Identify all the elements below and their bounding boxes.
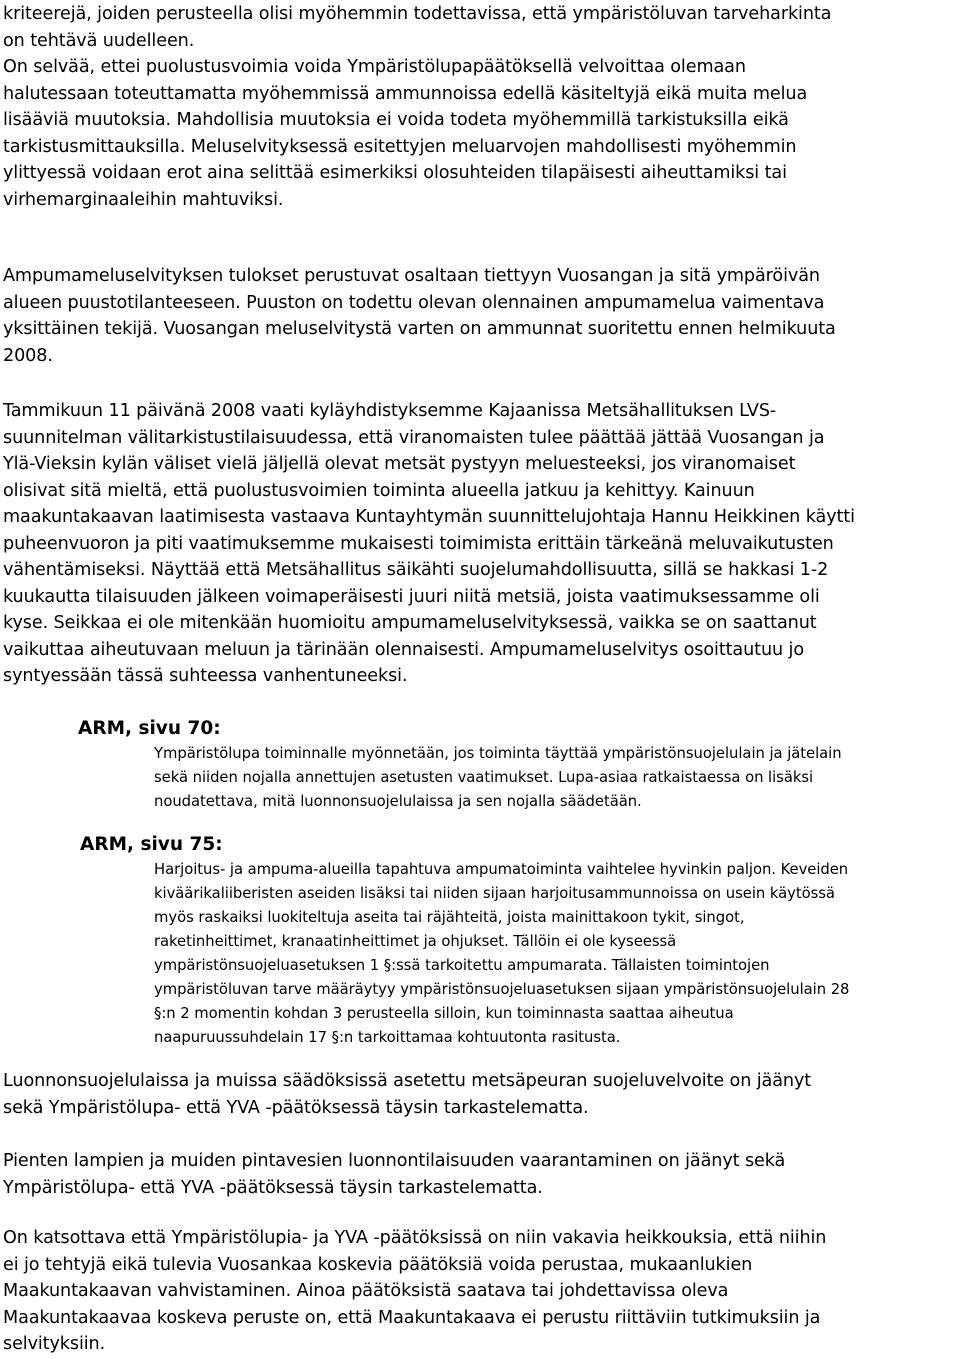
paragraph-pintavedet: Pienten lampien ja muiden pintavesien luonnontilaisuuden vaarantaminen on jäänyt sekä Ympäristölupa- että YVA -päätöksessä täysin tarkastelematta.	[3, 1151, 786, 1198]
paragraph-puustotilanne: Ampumameluselvityksen tulokset perustuvat osaltaan tiettyyn Vuosangan ja sitä ympäröivän alueen puustotilanteeseen. Puuston on todettu olevan olennainen ampumamelua vaimentava yksittäinen tekijä. Vuosangan meluselvitystä varten on ammunnat suoritettu ennen helmikuuta 2008.	[3, 266, 836, 366]
paragraph-muutokset: On selvää, ettei puolustusvoimia voida Ympäristölupapäätöksellä velvoittaa olemaan halutessaan toteuttamatta myöhemmissä ammunnoissa edellä käsiteltyjä eikä muita melua lisääviä muutoksia. Mahdollisia muutoksia ei voida todeta myöhemmillä tarkistuksilla eikä tarkistusmittauksilla. Meluselvityksessä esitettyjen meluarvojen mahdollisesti myöhemmin ylittyessä voidaan erot aina selittää esimerkiksi olosuhteiden tilapäisesti aiheuttamiksi tai virhemarginaaleihin mahtuviksi.	[3, 57, 808, 210]
paragraph-luvan-tarveharkinta: kriteerejä, joiden perusteella olisi myöhemmin todettavissa, että ympäristöluvan tarveharkinta on tehtävä uudelleen.	[3, 4, 832, 51]
quote-text-sivu-70: Ympäristölupa toiminnalle myönnetään, jos toiminta täyttää ympäristönsuojelulain ja jätelain sekä niiden nojalla annettujen asetusten vaatimukset. Lupa-asiaa ratkaistaessa on lisäksi noudatettava, mitä luonnonsuojelulaissa ja sen nojalla säädetään.	[154, 745, 842, 810]
paragraph-metsapeura: Luonnonsuojelulaissa ja muissa säädöksissä asetettu metsäpeuran suojeluvelvoite on jäänyt sekä Ympäristölupa- että YVA -päätöksessä täysin tarkastelematta.	[3, 1071, 812, 1118]
quote-heading-sivu-75: ARM, sivu 75:	[80, 834, 223, 855]
paragraph-johtopaatos: On katsottava että Ympäristölupia- ja YVA -päätöksissä on niin vakavia heikkouksia, että niihin ei jo tehtyjä eikä tulevia Vuosankaa koskevia päätöksiä voida perustaa, mukaanlukien Maakuntakaavan vahvistaminen. Ainoa päätöksistä saatava tai johdettavissa oleva Maakuntakaavaa koskeva peruste on, että Maakuntakaava ei perustu riittäviin tutkimuksiin ja selvityksiin.	[3, 1228, 827, 1354]
quote-text-sivu-75: Harjoitus- ja ampuma-alueilla tapahtuva ampumatoiminta vaihtelee hyvinkin paljon. Keveiden kiväärikaliiberisten aseiden lisäksi tai niiden sijaan harjoitusammunnoissa on usein käytössä myös raskaiksi luokiteltuja aseita tai räjähteitä, joista mainittakoon tykit, singot, raketinheittimet, kranaatinheittimet ja ohjukset. Tällöin ei ole kyseessä ympäristönsuojeluasetuksen 1 §:ssä tarkoitettu ampumarata. Tällaisten toimintojen ympäristöluvan tarve määräytyy ympäristönsuojeluasetuksen sijaan ympäristönsuojelulain 28 §:n 2 momentin kohdan 3 perusteella silloin, kun toiminnasta saattaa aiheutua naapuruussuhdelain 17 §:n tarkoittamaa kohtuutonta rasitusta.	[154, 861, 850, 1046]
quote-heading-sivu-70: ARM, sivu 70:	[78, 718, 221, 739]
paragraph-kylayhdistys: Tammikuun 11 päivänä 2008 vaati kyläyhdistyksemme Kajaanissa Metsähallituksen LVS- suunnitelman välitarkistustilaisuudessa, että viranomaisten tulee päättää jättää Vuosangan ja Ylä-Vieksin kylän väliset vielä jäljellä olevat metsät pystyyn meluesteeksi, jos viranomaiset olisivat sitä mieltä, että puolustusvoimien toiminta alueella jatkuu ja kehittyy. Kainuun maakuntakaavan laatimisesta vastaava Kuntayhtymän suunnittelujohtaja Hannu Heikkinen käytti puheenvuoron ja piti vaatimuksemme mukaisesti toimimista erittäin tärkeänä meluvaikutusten vähentämiseksi. Näyttää että Metsähallitus säikähti suojelumahdollisuutta, sillä se hakkasi 1-2 kuukautta tilaisuuden jälkeen voimaperäisesti juuri niitä metsiä, joista vaatimuksessamme oli kyse. Seikkaa ei ole mitenkään huomioitu ampumameluselvityksessä, vaikka se on saattanut vaikuttaa aiheutuvaan meluun ja tärinään olennaisesti. Ampumameluselvitys osoittautuu jo syntyessään tässä suhteessa vanhentuneeksi.	[3, 401, 855, 686]
